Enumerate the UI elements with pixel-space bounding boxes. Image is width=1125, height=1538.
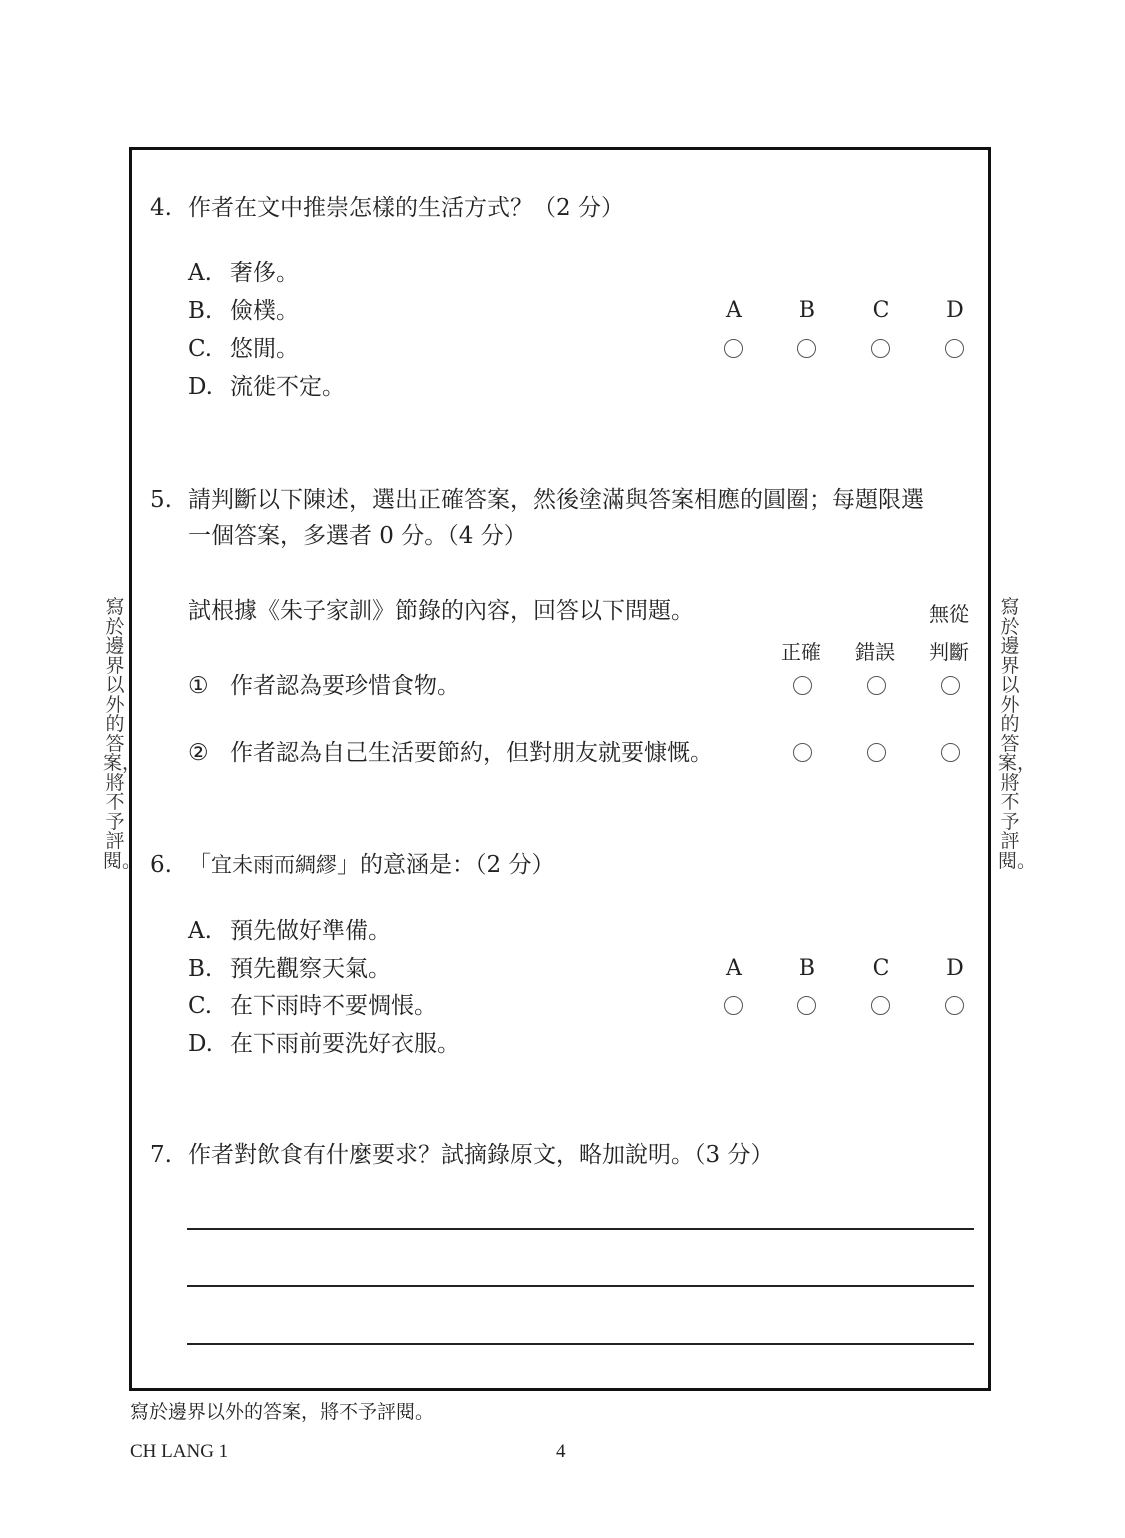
q4-option-c: 悠閒。 [230, 336, 299, 362]
q7-question: 作者對飲食有什麼要求？試摘錄原文，略加說明。（3 分） [188, 1142, 774, 1168]
q5-statement1-mark: ① [188, 673, 209, 699]
q4-bubble-b[interactable] [797, 339, 816, 358]
q5-s1-bubble-cannot[interactable] [941, 676, 960, 695]
q5-statement1: 作者認為要珍惜食物。 [230, 673, 460, 699]
q6-number: 6. [150, 852, 172, 878]
q5-number: 5. [150, 487, 172, 513]
q6-choice-label-a: A [726, 956, 742, 981]
q5-header-correct: 正確 [781, 640, 821, 664]
q4-bubble-c[interactable] [871, 339, 890, 358]
q5-s2-bubble-wrong[interactable] [867, 743, 886, 762]
page-number: 4 [556, 1441, 566, 1462]
q6-bubble-d[interactable] [945, 996, 964, 1015]
q6-option-a: 預先做好準備。 [230, 918, 391, 944]
q7-answer-line-1[interactable] [187, 1228, 974, 1230]
q5-statement2-mark: ② [188, 740, 209, 766]
q5-s2-bubble-cannot[interactable] [941, 743, 960, 762]
q7-answer-line-2[interactable] [187, 1285, 974, 1287]
q6-question-rest: 」的意涵是：（2 分） [337, 852, 555, 878]
q6-option-d-letter: D. [188, 1031, 213, 1057]
q4-option-a-letter: A. [188, 260, 212, 286]
q5-s1-bubble-correct[interactable] [793, 676, 812, 695]
left-margin-note: 寫於邊界以外的答案，將不予評閱。 [103, 596, 142, 872]
bottom-margin-note: 寫於邊界以外的答案，將不予評閱。 [130, 1401, 435, 1423]
q5-s1-bubble-wrong[interactable] [867, 676, 886, 695]
paper-code: CH LANG 1 [130, 1441, 229, 1462]
q4-option-b-letter: B. [188, 298, 213, 324]
q6-quoted-phrase: 宜未雨而綢繆 [211, 853, 337, 877]
q4-option-c-letter: C. [188, 336, 213, 362]
q4-number: 4. [150, 195, 172, 221]
q6-option-d: 在下雨前要洗好衣服。 [230, 1031, 460, 1057]
q4-bubble-a[interactable] [724, 339, 743, 358]
q6-open-quote: 「 [188, 852, 211, 878]
q6-question [188, 850, 554, 880]
q4-bubble-d[interactable] [945, 339, 964, 358]
q5-header-cannot-top: 無從 [929, 602, 969, 626]
q6-option-b-letter: B. [188, 956, 213, 982]
q5-header-cannot-bottom: 判斷 [929, 640, 969, 664]
q6-option-c-letter: C. [188, 993, 213, 1019]
q4-choice-label-d: D [946, 298, 964, 323]
q4-choice-label-b: B [798, 298, 816, 323]
q4-option-d-letter: D. [188, 374, 213, 400]
q6-bubble-b[interactable] [797, 996, 816, 1015]
right-margin-note: 寫於邊界以外的答案，將不予評閱。 [998, 596, 1037, 872]
q4-option-d: 流徙不定。 [230, 374, 345, 400]
q6-choice-label-c: C [872, 956, 890, 981]
q6-option-b: 預先觀察天氣。 [230, 956, 391, 982]
q5-s2-bubble-correct[interactable] [793, 743, 812, 762]
q4-option-a: 奢侈。 [230, 260, 299, 286]
q7-answer-line-3[interactable] [187, 1343, 974, 1345]
q4-choice-label-a: A [726, 298, 742, 323]
q6-bubble-a[interactable] [724, 996, 743, 1015]
q5-intro: 試根據《朱子家訓》節錄的內容，回答以下問題。 [188, 598, 694, 624]
q5-instruction-line2: 一個答案，多選者 0 分。（4 分） [188, 523, 527, 549]
q4-question: 作者在文中推崇怎樣的生活方式？（2 分） [188, 195, 624, 221]
q6-option-a-letter: A. [188, 918, 212, 944]
q5-instruction-line1: 請判斷以下陳述，選出正確答案，然後塗滿與答案相應的圓圈；每題限選 [188, 487, 924, 513]
q6-option-c: 在下雨時不要惆悵。 [230, 993, 437, 1019]
q7-number: 7. [150, 1142, 172, 1168]
q4-option-b: 儉樸。 [230, 298, 299, 324]
q6-bubble-c[interactable] [871, 996, 890, 1015]
q6-choice-label-d: D [946, 956, 964, 981]
q6-choice-label-b: B [798, 956, 816, 981]
q5-statement2: 作者認為自己生活要節約，但對朋友就要慷慨。 [230, 740, 713, 766]
q4-choice-label-c: C [872, 298, 890, 323]
q5-header-wrong: 錯誤 [855, 640, 895, 664]
